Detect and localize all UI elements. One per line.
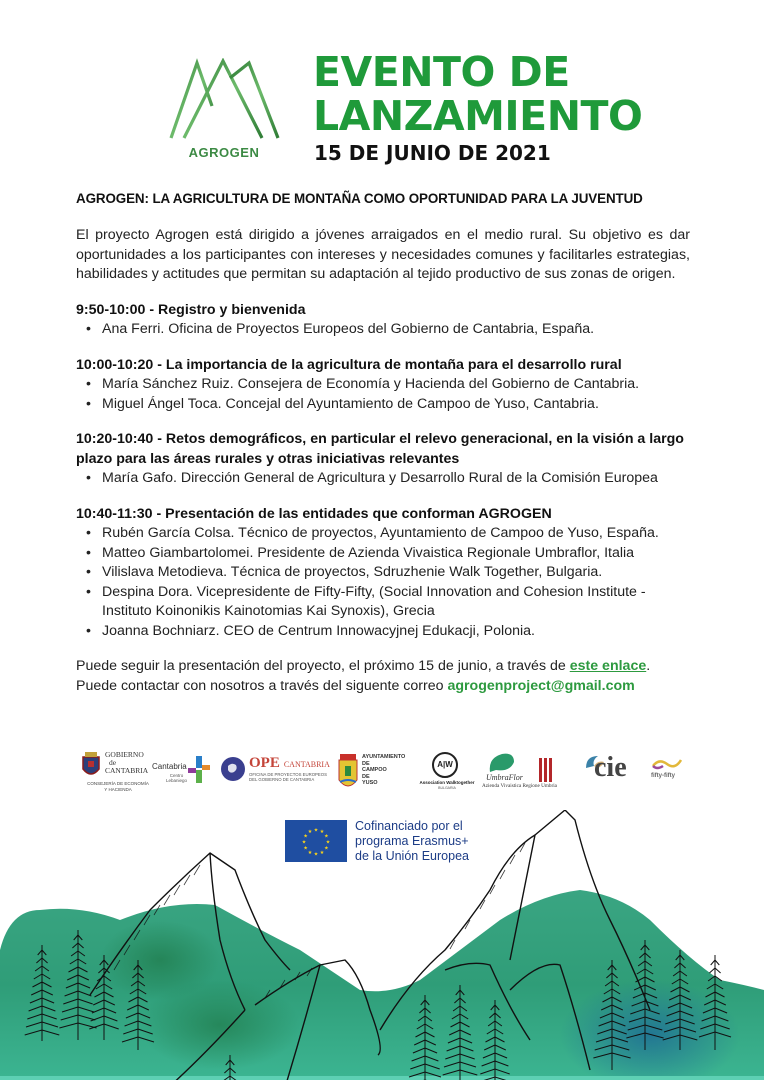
logo-text: fifty-fifty xyxy=(651,773,675,779)
session-title: Presentación de las entidades que conforman AGROGEN xyxy=(165,505,552,522)
eu-star: ★ xyxy=(319,849,325,856)
europe-globe-icon xyxy=(220,756,246,782)
session-heading: 10:00-10:20 - La importancia de la agricultura de montaña para el desarrollo rural xyxy=(76,356,622,373)
event-title-line2: LANZAMIENTO xyxy=(313,92,643,140)
bullet-icon: • xyxy=(86,525,91,541)
event-title-line1: EVENTO DE xyxy=(313,48,570,96)
logo-text: AYUNTAMIENTO xyxy=(362,754,406,760)
eu-star: ★ xyxy=(303,845,308,852)
logo-text: DE xyxy=(362,760,370,767)
logo-text: DE xyxy=(362,773,370,780)
main-content xyxy=(76,190,690,696)
bullet-icon: • xyxy=(86,622,91,639)
eu-flag-icon xyxy=(285,820,347,862)
bullet-icon: • xyxy=(86,470,91,486)
agenda-session xyxy=(76,505,690,642)
stream-suffix: . xyxy=(646,658,651,674)
contact-email-link[interactable]: agrogenproject@gmail.com xyxy=(447,677,635,694)
logo-text: OFICINA DE PROYECTOS EUROPEOS xyxy=(249,772,327,777)
session-title: Registro y bienvenida xyxy=(158,301,306,318)
speaker-item xyxy=(86,524,690,544)
eu-star: ★ xyxy=(324,833,329,840)
eu-star: ★ xyxy=(319,829,325,836)
speaker-text: Matteo Giambartolomei. Presidente de Azienda Vivaistica Regionale Umbraflor, Italia xyxy=(102,544,635,561)
eu-star: ★ xyxy=(313,827,319,834)
agenda-session xyxy=(76,301,690,340)
logo-text: Lebaniego xyxy=(166,778,188,783)
session-title: La importancia de la agricultura de montaña para el desarrollo rural xyxy=(165,356,622,373)
bullet-icon: • xyxy=(86,376,91,392)
logo-text: GOBIERNO xyxy=(105,750,144,759)
header xyxy=(0,0,764,180)
logo-text: Cantabria xyxy=(152,762,187,771)
speaker-item xyxy=(86,583,690,622)
logo-text: OPE xyxy=(249,755,280,771)
eu-star: ★ xyxy=(301,839,307,846)
regione-umbria-emblem-icon xyxy=(538,758,554,782)
speaker-text: María Sánchez Ruiz. Consejera de Economía y Hacienda del Gobierno de Cantabria. xyxy=(102,376,640,392)
speaker-text: Miguel Ángel Toca. Concejal del Ayuntamiento de Campoo de Yuso, Cantabria. xyxy=(102,395,599,412)
speaker-item xyxy=(86,469,690,489)
eu-star: ★ xyxy=(307,849,313,856)
logo-umbraflor xyxy=(482,748,582,798)
logo-gobierno-cantabria xyxy=(76,748,156,798)
speaker-item xyxy=(86,622,690,642)
logo-text: de xyxy=(109,758,117,767)
logo-text: CANTABRIA xyxy=(283,760,330,769)
logo-text: UmbraFlor xyxy=(486,773,523,782)
mountain-logo-icon xyxy=(168,58,280,142)
speaker-list xyxy=(86,469,690,489)
session-heading: 10:20-10:40 - Retos demográficos, en particular el relevo generacional, en la visión a largo plazo para las áreas rurales y otras iniciativas relevantes xyxy=(76,431,684,467)
stream-line xyxy=(76,657,690,677)
municipal-shield-icon xyxy=(337,752,359,792)
bullet-icon: • xyxy=(86,564,91,580)
logo-text: YUSO xyxy=(362,780,378,786)
cross-mark-icon xyxy=(188,756,210,784)
speaker-item xyxy=(86,544,690,564)
speaker-list xyxy=(86,375,690,414)
logo-text: DEL GOBIERNO DE CANTABRIA xyxy=(249,777,315,782)
logo-text: Association Walktogether xyxy=(419,780,475,785)
stream-text: Puede seguir la presentación del proyecto, el próximo 15 de junio, a través de xyxy=(76,658,570,674)
watercolor-dark-blot xyxy=(100,920,220,1000)
contact-text: Puede contactar con nosotros a través del siguente correo xyxy=(76,677,448,694)
logo-text: Y HACIENDA xyxy=(104,786,132,792)
agenda-session xyxy=(76,430,690,489)
speaker-list xyxy=(86,524,690,641)
session-time: 10:40-11:30 xyxy=(76,505,153,522)
agenda-session xyxy=(76,356,690,415)
logo-cantabria-centro xyxy=(152,748,212,798)
infinity-mark-icon xyxy=(649,756,685,772)
bottom-strip xyxy=(0,1076,764,1080)
logo-text: CANTABRIA xyxy=(105,766,149,775)
logo-fifty-fifty xyxy=(647,748,692,798)
logo-text: BULGARIA xyxy=(438,786,456,790)
speaker-item xyxy=(86,375,690,395)
logo-wordmark: AGROGEN xyxy=(188,145,260,160)
logo-ayuntamiento-campoo xyxy=(337,748,412,798)
speaker-list xyxy=(86,320,690,340)
session-title: Retos demográficos, en particular el relevo generacional, en la visión a largo plazo para las áreas rurales y otras iniciativas relevantes xyxy=(76,431,684,467)
contact-line xyxy=(76,677,690,697)
intro-paragraph: El proyecto Agrogen está dirigido a jóvenes arraigados en el medio rural. Su objetivo es dar oportunidades a los participantes con intereses y necesidades comunes y facilitarles estrategias, habilidades y actitudes que permitan su adaptación al tejido productivo de sus zonas de origen. xyxy=(76,227,690,282)
eu-star: ★ xyxy=(303,833,308,840)
eu-text-line: programa Erasmus+ xyxy=(355,834,469,848)
speaker-item xyxy=(86,563,690,583)
footer-text xyxy=(76,657,690,696)
logo-text: CAMPOO xyxy=(362,767,387,773)
session-heading: 10:40-11:30 - Presentación de las entidades que conforman AGROGEN xyxy=(76,505,552,522)
aw-mark-icon: A|W xyxy=(432,752,458,778)
coat-of-arms-icon xyxy=(80,751,102,779)
eu-star: ★ xyxy=(325,839,331,846)
speaker-text: Ana Ferri. Oficina de Proyectos Europeos del Gobierno de Cantabria, España. xyxy=(102,321,595,337)
eu-text-line: Cofinanciado por el xyxy=(355,819,463,833)
logo-walktogether xyxy=(417,748,477,798)
logo-text: cie xyxy=(594,752,627,783)
logo-cie xyxy=(582,748,642,798)
eu-funding-text xyxy=(355,819,469,864)
stream-link[interactable]: este enlace xyxy=(569,658,647,674)
session-heading: 9:50-10:00 - Registro y bienvenida xyxy=(76,301,306,318)
bullet-icon: • xyxy=(86,321,91,337)
eu-stars-icon xyxy=(285,820,347,862)
bullet-icon: • xyxy=(86,544,91,561)
speaker-item xyxy=(86,320,690,340)
partner-logos-row xyxy=(72,748,712,800)
speaker-text: María Gafo. Dirección General de Agricultura y Desarrollo Rural de la Comisión Europea xyxy=(102,470,658,486)
event-date: 15 DE JUNIO DE 2021 xyxy=(314,141,551,165)
speaker-text: Rubén García Colsa. Técnico de proyectos, Ayuntamiento de Campoo de Yuso, España. xyxy=(102,525,659,541)
logo-text: Azienda Vivaistica Regione Umbria xyxy=(482,783,557,789)
logo-text: CONSEJERÍA DE ECONOMÍA xyxy=(87,781,149,786)
eu-star: ★ xyxy=(313,851,319,858)
event-subtitle: AGROGEN: LA AGRICULTURA DE MONTAÑA COMO OPORTUNIDAD PARA LA JUVENTUD xyxy=(76,191,643,206)
logo-ope-cantabria xyxy=(220,748,330,798)
session-time: 10:00-10:20 xyxy=(76,356,154,373)
session-time: 10:20-10:40 xyxy=(76,431,154,447)
speaker-text: Vilislava Metodieva. Técnica de proyectos, Sdruzhenie Walk Together, Bulgaria. xyxy=(102,564,603,580)
speaker-text: Despina Dora. Vicepresidente de Fifty-Fifty, (Social Innovation and Cohesion Institute - Instituto Koinonikis Kainotomias Kai Synoxis), Grecia xyxy=(102,583,646,619)
leaf-icon xyxy=(488,752,516,774)
bullet-icon: • xyxy=(86,583,91,600)
session-time: 9:50-10:00 xyxy=(76,301,146,318)
eu-text-line: de la Unión Europea xyxy=(355,849,469,863)
logo-text: Centro xyxy=(169,773,184,778)
bullet-icon: • xyxy=(86,395,91,412)
eu-funding-badge xyxy=(285,820,481,866)
speaker-text: Joanna Bochniarz. CEO de Centrum Innowacyjnej Edukacji, Polonia. xyxy=(102,622,535,639)
agrogen-logo xyxy=(168,58,280,163)
eu-star: ★ xyxy=(324,845,329,852)
eu-star: ★ xyxy=(307,829,313,836)
speaker-item xyxy=(86,395,690,415)
